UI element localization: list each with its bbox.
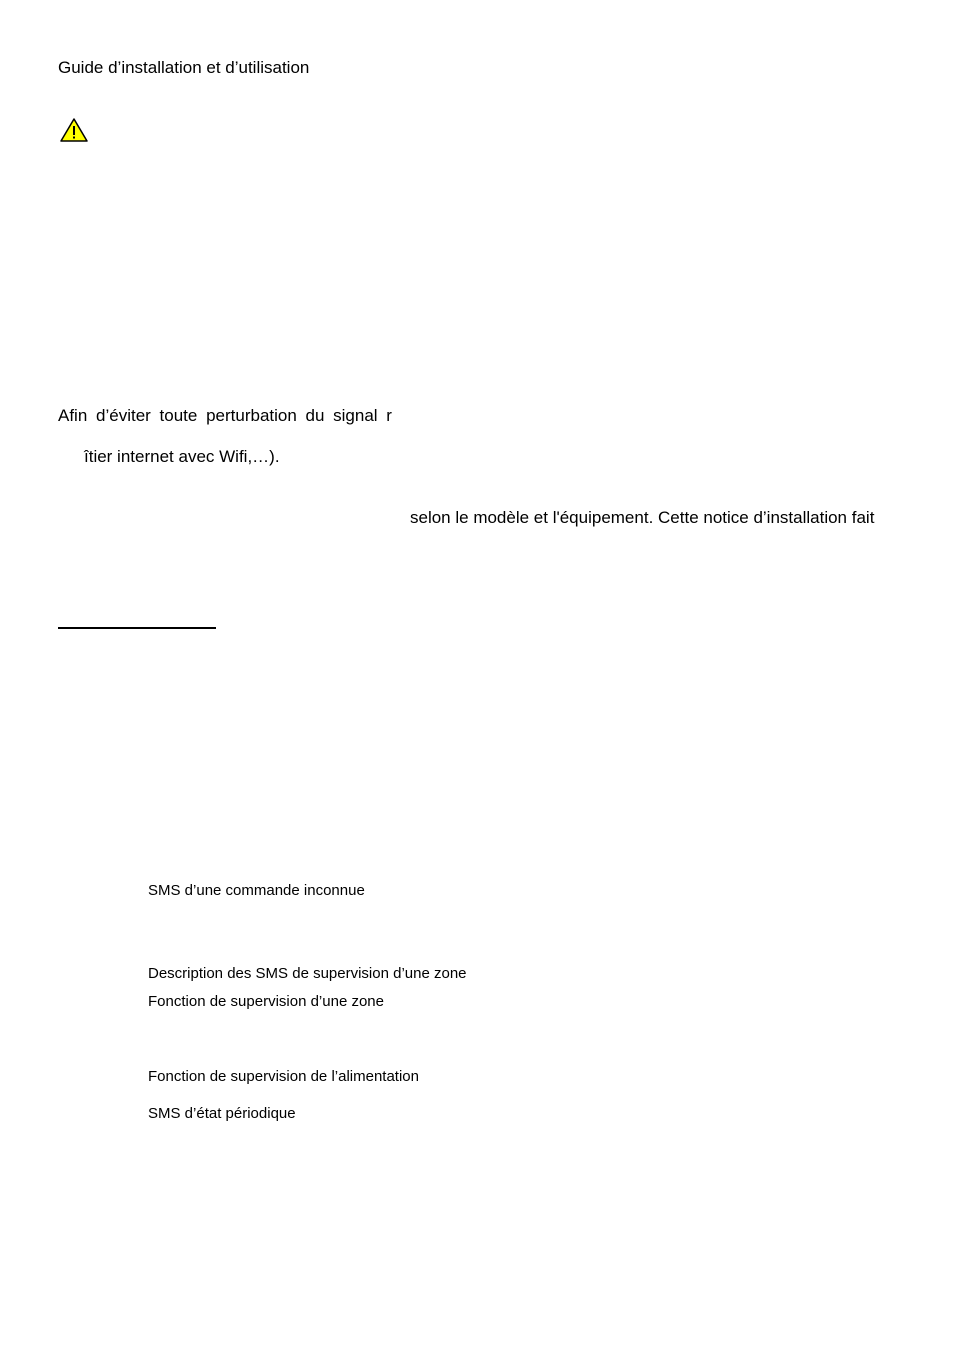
section-heading-underline (58, 627, 216, 629)
paragraph-line: selon le modèle et l'équipement. Cette notice d’installation fait (410, 508, 875, 527)
paragraph-line: îtier internet avec Wifi,…). (84, 447, 280, 466)
toc-entry: Fonction de supervision de l’alimentation (148, 1068, 419, 1085)
page-header-title: Guide d’installation et d’utilisation (58, 58, 310, 77)
warning-triangle-icon (59, 117, 89, 143)
toc-entry: Description des SMS de supervision d’une zone (148, 965, 467, 982)
toc-entry: SMS d’une commande inconnue (148, 882, 365, 899)
paragraph-line: Afin d’éviter toute perturbation du signal r (58, 406, 392, 425)
toc-entry: Fonction de supervision d’une zone (148, 993, 384, 1010)
toc-entry: SMS d’état périodique (148, 1105, 296, 1122)
